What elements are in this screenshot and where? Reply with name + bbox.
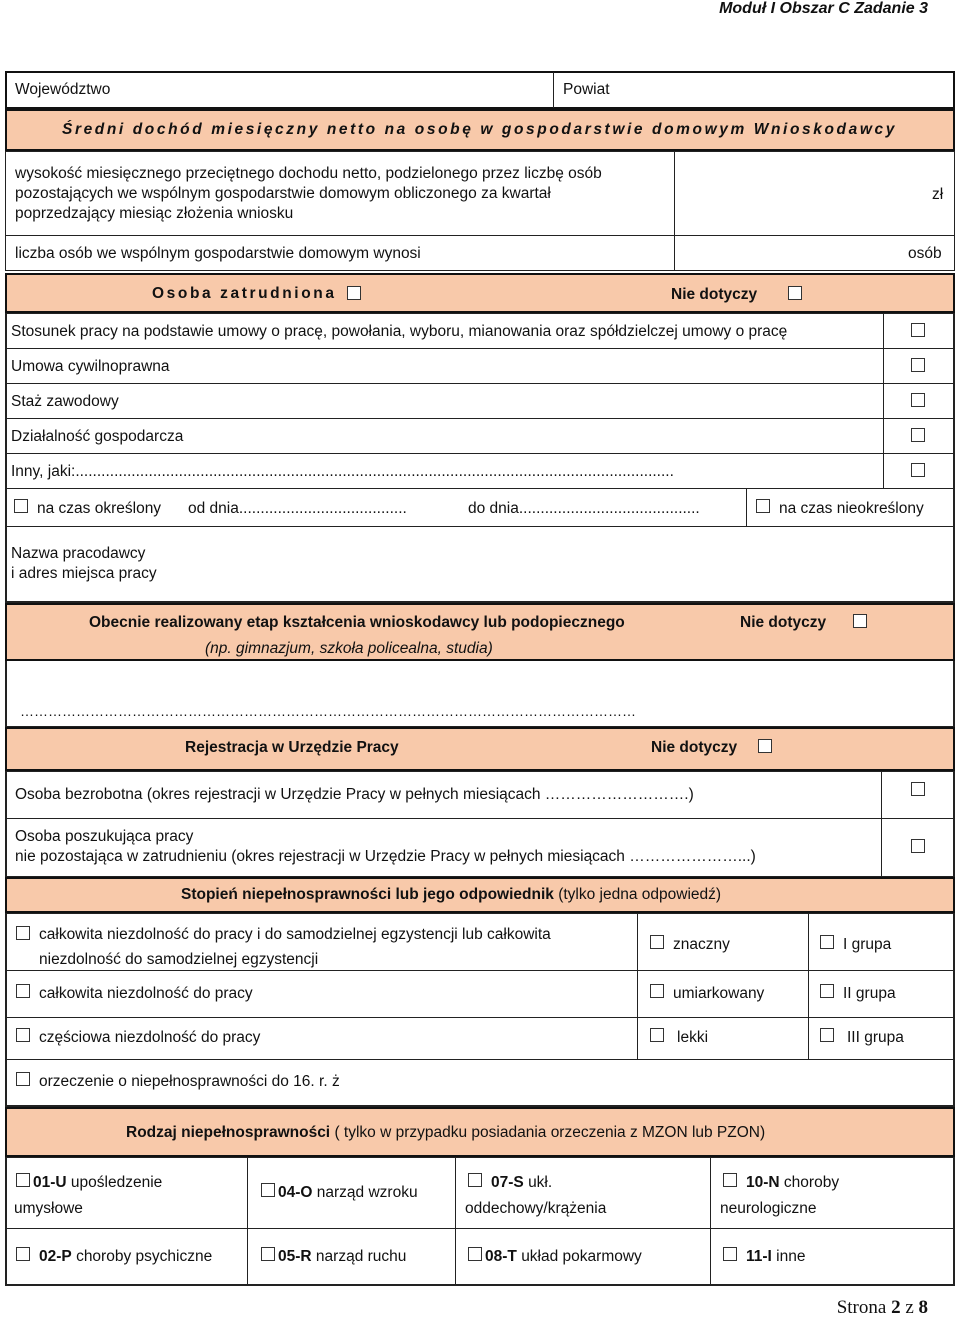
group-3-checkbox[interactable] — [820, 1028, 834, 1042]
disability-row-1-checkbox[interactable] — [16, 926, 30, 940]
unemployed-label: Osoba bezrobotna (okres rejestracji w Urzędzie Pracy w pełnych miesiącach ……………………….) — [15, 786, 694, 803]
disability-row-3-checkbox[interactable] — [16, 1028, 30, 1042]
type-04o-label: 04-O narząd wzroku — [278, 1184, 418, 1201]
fixed-term-label: na czas określony — [37, 500, 162, 517]
group-1-label: I grupa — [843, 936, 892, 953]
disability-row-2-checkbox[interactable] — [16, 984, 30, 998]
unemployed-checkbox[interactable] — [911, 782, 925, 796]
employment-row-2: Umowa cywilnoprawna — [11, 358, 170, 375]
group-2-checkbox[interactable] — [820, 984, 834, 998]
type-04o-checkbox[interactable] — [261, 1183, 275, 1197]
disability-row-1-line-1: całkowita niezdolność do pracy i do samodzielnej egzystencji lub całkowita — [39, 926, 551, 943]
registration-title: Rejestracja w Urzędzie Pracy — [185, 739, 399, 756]
employment-na-checkbox[interactable] — [788, 286, 802, 300]
degree-light-checkbox[interactable] — [650, 1028, 664, 1042]
income-desc-1: wysokość miesięcznego przeciętnego dochodu netto, podzielonego przez liczbę osób — [15, 165, 602, 182]
disability-row-4-checkbox[interactable] — [16, 1072, 30, 1086]
type-01u-label: 01-U upośledzenie — [33, 1174, 163, 1191]
job-seeker-label-2: nie pozostająca w zatrudnieniu (okres rejestracji w Urzędzie Pracy w pełnych miesiącach …………………...) — [15, 848, 756, 865]
employment-row-1-checkbox[interactable] — [911, 323, 925, 337]
disability-row-4-label: orzeczenie o niepełnosprawności do 16. r. ż — [39, 1073, 340, 1090]
job-seeker-checkbox[interactable] — [911, 839, 925, 853]
education-example: (np. gimnazjum, szkoła policealna, studia) — [205, 640, 493, 657]
indefinite-checkbox[interactable] — [756, 499, 770, 513]
employment-row-3-checkbox[interactable] — [911, 393, 925, 407]
employment-row-4: Działalność gospodarcza — [11, 428, 184, 445]
type-02p-label: 02-P choroby psychiczne — [39, 1248, 213, 1265]
registration-na-checkbox[interactable] — [758, 739, 772, 753]
type-10n-checkbox[interactable] — [723, 1173, 737, 1187]
type-02p-checkbox[interactable] — [16, 1247, 30, 1261]
group-2-label: II grupa — [843, 985, 896, 1002]
degree-moderate-label: umiarkowany — [673, 985, 765, 1002]
type-08t-checkbox[interactable] — [468, 1247, 482, 1261]
degree-moderate-checkbox[interactable] — [650, 984, 664, 998]
income-desc-2: pozostających we wspólnym gospodarstwie domowym obliczonego za kwartał — [15, 185, 551, 202]
degree-significant-label: znaczny — [673, 936, 730, 953]
type-07s-label-2: oddechowy/krążenia — [465, 1200, 607, 1217]
from-date-field[interactable]: od dnia....................................... — [188, 500, 407, 517]
employment-header — [5, 273, 955, 313]
type-05r-label: 05-R narząd ruchu — [278, 1248, 407, 1265]
employer-label-1: Nazwa pracodawcy — [11, 545, 146, 562]
persons-unit: osób — [908, 245, 942, 262]
job-seeker-label-1: Osoba poszukująca pracy — [15, 828, 194, 845]
type-05r-checkbox[interactable] — [261, 1247, 275, 1261]
employment-row-5: Inny, jaki:........................................................................................................................................... — [11, 463, 674, 480]
employment-row-4-checkbox[interactable] — [911, 428, 925, 442]
type-11i-checkbox[interactable] — [723, 1247, 737, 1261]
employment-title: Osoba zatrudniona — [152, 285, 337, 302]
education-dots[interactable]: …………………………………………………………………………………………………………………… — [20, 703, 636, 719]
employment-not-applicable: Nie dotyczy — [671, 286, 758, 303]
disability-row-3-label: częściowa niezdolność do pracy — [39, 1029, 261, 1046]
voivodeship-label: Województwo — [15, 81, 111, 98]
type-01u-checkbox[interactable] — [16, 1173, 30, 1187]
registration-not-applicable: Nie dotyczy — [651, 739, 738, 756]
location-row — [5, 71, 955, 109]
employer-label-2: i adres miejsca pracy — [11, 565, 157, 582]
disability-type-title: Rodzaj niepełnosprawności ( tylko w przypadku posiadania orzeczenia z MZON lub PZON) — [126, 1124, 766, 1141]
type-10n-label-2: neurologiczne — [720, 1200, 817, 1217]
education-na-checkbox[interactable] — [853, 614, 867, 628]
income-title: Średni dochód miesięczny netto na osobę w gospodarstwie domowym Wnioskodawcy — [62, 121, 897, 138]
to-date-field[interactable]: do dnia.......................................... — [468, 500, 700, 517]
employment-row-5-checkbox[interactable] — [911, 463, 925, 477]
type-08t-label: 08-T układ pokarmowy — [485, 1248, 642, 1265]
employment-row-3: Staż zawodowy — [11, 393, 119, 410]
currency-unit: zł — [932, 186, 944, 203]
module-title: Moduł I Obszar C Zadanie 3 — [719, 0, 928, 17]
group-3-label: III grupa — [847, 1029, 904, 1046]
degree-light-label: lekki — [677, 1029, 709, 1046]
employment-section — [5, 313, 955, 603]
degree-significant-checkbox[interactable] — [650, 935, 664, 949]
county-label: Powiat — [563, 81, 610, 98]
page-number: Strona 2 z 8 — [836, 1297, 928, 1318]
persons-label: liczba osób we wspólnym gospodarstwie domowym wynosi — [15, 245, 421, 262]
type-07s-label: 07-S ukł. — [491, 1174, 553, 1191]
type-07s-checkbox[interactable] — [468, 1173, 482, 1187]
employment-row-2-checkbox[interactable] — [911, 358, 925, 372]
type-10n-label: 10-N choroby — [746, 1174, 840, 1191]
type-01u-label-2: umysłowe — [14, 1200, 83, 1217]
disability-row-2-label: całkowita niezdolność do pracy — [39, 985, 253, 1002]
registration-header — [5, 727, 955, 771]
disability-title: Stopień niepełnosprawności lub jego odpowiednik (tylko jedna odpowiedź) — [181, 886, 722, 903]
group-1-checkbox[interactable] — [820, 935, 834, 949]
income-desc-3: poprzedzający miesiąc złożenia wniosku — [15, 205, 294, 222]
employment-checkbox[interactable] — [347, 286, 361, 300]
fixed-term-checkbox[interactable] — [14, 499, 28, 513]
disability-row-1-line-2: niezdolność do samodzielnej egzystencji — [39, 951, 319, 968]
education-not-applicable: Nie dotyczy — [740, 614, 827, 631]
education-title: Obecnie realizowany etap kształcenia wnioskodawcy lub podopiecznego — [89, 614, 625, 631]
indefinite-label: na czas nieokreślony — [779, 500, 924, 517]
employment-row-1: Stosunek pracy na podstawie umowy o pracę, powołania, wyboru, mianowania oraz spółdzielczej umowy o pracę — [11, 323, 788, 340]
type-11i-label: 11-I inne — [746, 1248, 806, 1265]
